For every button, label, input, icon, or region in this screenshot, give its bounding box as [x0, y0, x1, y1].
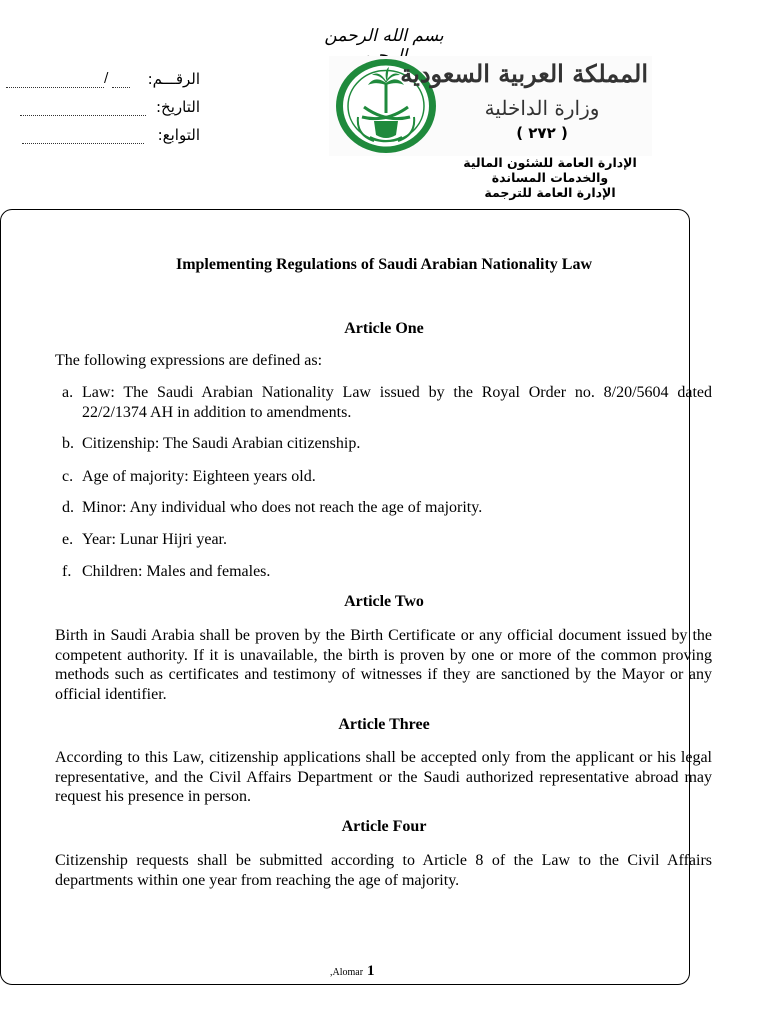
- definition-text: Children: Males and females.: [82, 563, 271, 580]
- ministry-name: وزارة الداخلية: [484, 96, 600, 120]
- page-footer: [330, 962, 390, 980]
- department-line-3: الإدارة العامة للترجمة: [484, 185, 616, 200]
- definition-item: [62, 562, 712, 582]
- definition-marker: a.: [62, 384, 74, 401]
- kingdom-name: المملكة العربية السعودية: [400, 59, 648, 88]
- article-two-heading: Article Two: [344, 593, 424, 610]
- definition-text: Citizenship: The Saudi Arabian citizenship.: [82, 435, 361, 452]
- document-title: Implementing Regulations of Saudi Arabian Nationality Law: [175, 256, 593, 273]
- article-two-text: Birth in Saudi Arabia shall be proven by the Birth Certificate or any official document issued by the competent authority. If it is unavailable, the birth is proven by one or more of the common proving methods such as certificates and testimony of witnesses if they are sanctioned by the Mayor or any official identifier.: [55, 627, 712, 703]
- ministry-letterhead: [329, 56, 652, 156]
- reference-number-value: /: [104, 71, 109, 86]
- definition-marker: b.: [62, 435, 74, 452]
- definition-text: Minor: Any individual who does not reach the age of majority.: [82, 499, 483, 516]
- definition-text: Year: Lunar Hijri year.: [82, 531, 227, 548]
- article-four-text: Citizenship requests shall be submitted according to Article 8 of the Law to the Civil Affairs departments within one year from reaching the age of majority.: [55, 852, 712, 889]
- definition-item: [62, 383, 712, 422]
- footer-author: ,Alomar: [330, 967, 364, 978]
- date-label: التاريخ:: [156, 98, 200, 116]
- article-one-intro: The following expressions are defined as:: [55, 352, 323, 369]
- document-number: ( ٢٧٢ ): [516, 124, 568, 142]
- reference-number-field: [4, 70, 200, 92]
- article-one-heading: Article One: [344, 320, 424, 337]
- definition-item: [62, 434, 712, 454]
- department-line-1: الإدارة العامة للشئون المالية: [463, 155, 637, 170]
- attachments-label: التوابع:: [157, 126, 200, 144]
- basmala-calligraphy: بسم الله الرحمن: [324, 26, 444, 46]
- definition-marker: e.: [62, 531, 74, 548]
- definition-marker: f.: [62, 563, 72, 580]
- definition-marker: d.: [62, 499, 74, 516]
- definition-item: [62, 467, 712, 487]
- department-line-2: والخدمات المساندة: [491, 170, 609, 185]
- page-number: 1: [367, 963, 375, 979]
- date-field: [4, 98, 200, 120]
- article-four-heading: Article Four: [341, 818, 427, 835]
- definition-text: Age of majority: Eighteen years old.: [82, 468, 316, 485]
- definition-marker: c.: [62, 468, 74, 485]
- article-three-text: According to this Law, citizenship applications shall be accepted only from the applicant or his legal representative, and the Civil Affairs Department or the Saudi authorized representative abroad may request his presence in person.: [55, 749, 712, 805]
- definition-item: [62, 498, 712, 518]
- definition-text: Law: The Saudi Arabian Nationality Law issued by the Royal Order no. 8/20/5604 dated 22/2/1374 AH in addition to amendments.: [82, 384, 712, 421]
- definition-item: [62, 530, 712, 550]
- article-three-heading: Article Three: [338, 716, 430, 733]
- attachments-field: [4, 126, 200, 148]
- reference-number-label: الرقـــم:: [147, 70, 200, 88]
